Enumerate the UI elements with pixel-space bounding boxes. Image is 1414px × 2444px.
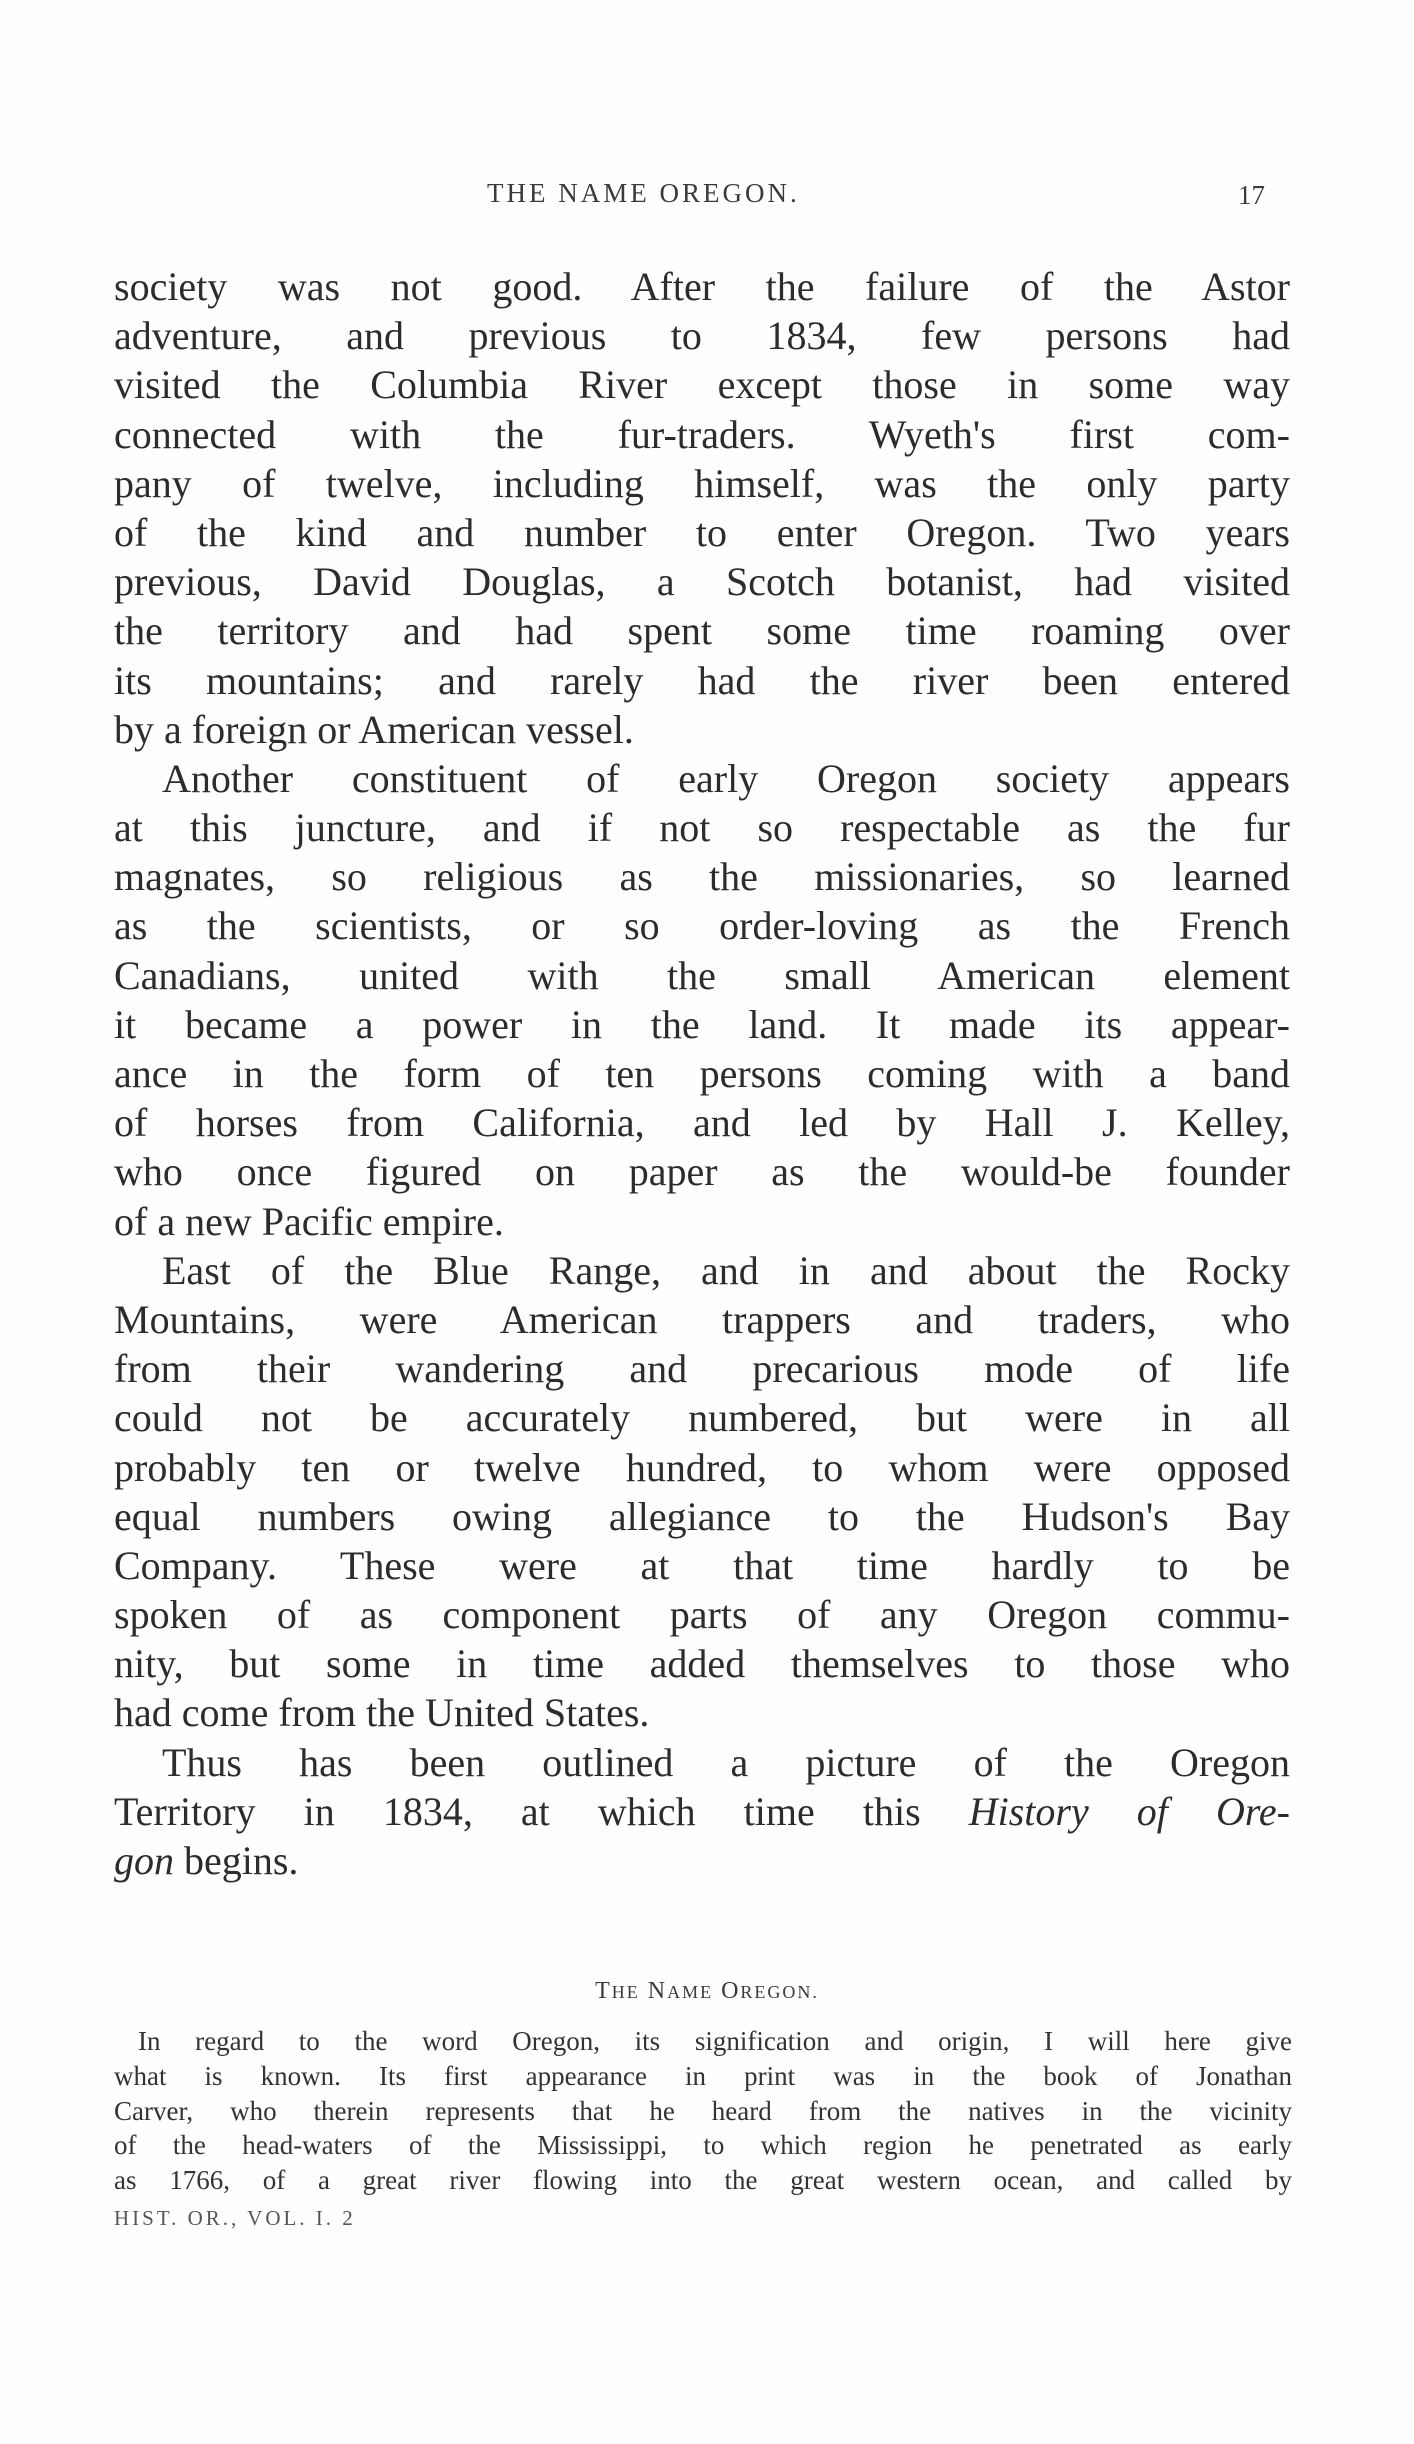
text-line: Mountains, were American trappers and traders, who [114,1296,1290,1342]
paragraph-start-line: Thus has been outlined a picture of the Oregon [162,1739,1290,1785]
heading-part: N [639,1978,668,2004]
paragraph-start-line: Another constituent of early Oregon society appears [162,755,1290,801]
text-line: its mountains; and rarely had the river been entered [114,657,1290,703]
footnote [114,2024,1292,2198]
text-line: visited the Columbia River except those in some way [114,362,1290,408]
text-fragment: begins. [174,1838,299,1883]
heading-part: AME [667,1982,714,2002]
book-title-italic: gon [114,1838,174,1883]
text-line: could not be accurately numbered, but were in all [114,1395,1290,1441]
text-line: Canadians, united with the small American element [114,952,1290,998]
body-text [114,262,1290,1885]
text-line: who once figured on paper as the would-be founder [114,1149,1290,1195]
footnote-line: of the head-waters of the Mississippi, to which region he penetrated as early [114,2130,1292,2161]
page-number: 17 [1238,180,1265,210]
text-line: of horses from California, and led by Hall J. Kelley, [114,1100,1290,1146]
heading-part: T [595,1978,612,2004]
text-line: Company. These were at that time hardly to be [114,1542,1290,1588]
text-line: probably ten or twelve hundred, to whom were opposed [114,1444,1290,1490]
text-fragment: Territory in 1834, at which time this [114,1788,969,1834]
signature-mark: HIST. OR., VOL. I. 2 [114,2206,356,2230]
text-line: as the scientists, or so order-loving as the French [114,903,1290,949]
text-line [114,1836,1290,1885]
heading-part: O [713,1978,741,2004]
text-line: the territory and had spent some time roaming over [114,608,1290,654]
running-head [0,178,1414,218]
text-line: previous, David Douglas, a Scotch botanist, had visited [114,559,1290,605]
text-line: spoken of as component parts of any Oregon commu- [114,1592,1290,1638]
heading-part: HE [611,1982,640,2002]
text-line [114,1787,1290,1836]
text-line: ance in the form of ten persons coming with a band [114,1051,1290,1096]
text-line: nity, but some in time added themselves to those who [114,1641,1290,1687]
text-line: connected with the fur-traders. Wyeth's first com- [114,411,1290,457]
text-line: adventure, and previous to 1834, few persons had [114,313,1290,359]
heading-part: REGON. [740,1982,819,2002]
text-line: equal numbers owing allegiance to the Hudson's Bay [114,1493,1290,1539]
text-line: at this juncture, and if not so respectable as the fur [114,805,1290,851]
text-line: had come from the United States. [114,1690,650,1736]
text-line: society was not good. After the failure of the Astor [114,264,1290,309]
footnote-line: what is known. Its first appearance in print was in the book of Jonathan [114,2060,1292,2091]
section-heading [0,1978,1414,2005]
text-line: it became a power in the land. It made its appear- [114,1001,1290,1047]
running-title: THE NAME OREGON. [487,178,800,208]
text-line: magnates, so religious as the missionaries, so learned [114,854,1290,900]
text-line: by a foreign or American vessel. [114,706,634,752]
text-line: pany of twelve, including himself, was the only party [114,460,1290,506]
footnote-line: as 1766, of a great river flowing into the great western ocean, and called by [114,2165,1292,2196]
paragraph-start-line: East of the Blue Range, and in and about the Rocky [162,1247,1290,1293]
book-title-italic: History of Ore- [968,1788,1291,1834]
footnote-line: In regard to the word Oregon, its signification and origin, I will here give [138,2026,1292,2056]
text-line: from their wandering and precarious mode of life [114,1346,1290,1392]
text-line: of the kind and number to enter Oregon. Two years [114,509,1290,555]
footnote-line: Carver, who therein represents that he heard from the natives in the vicinity [114,2095,1292,2126]
text-line: of a new Pacific empire. [114,1198,504,1244]
